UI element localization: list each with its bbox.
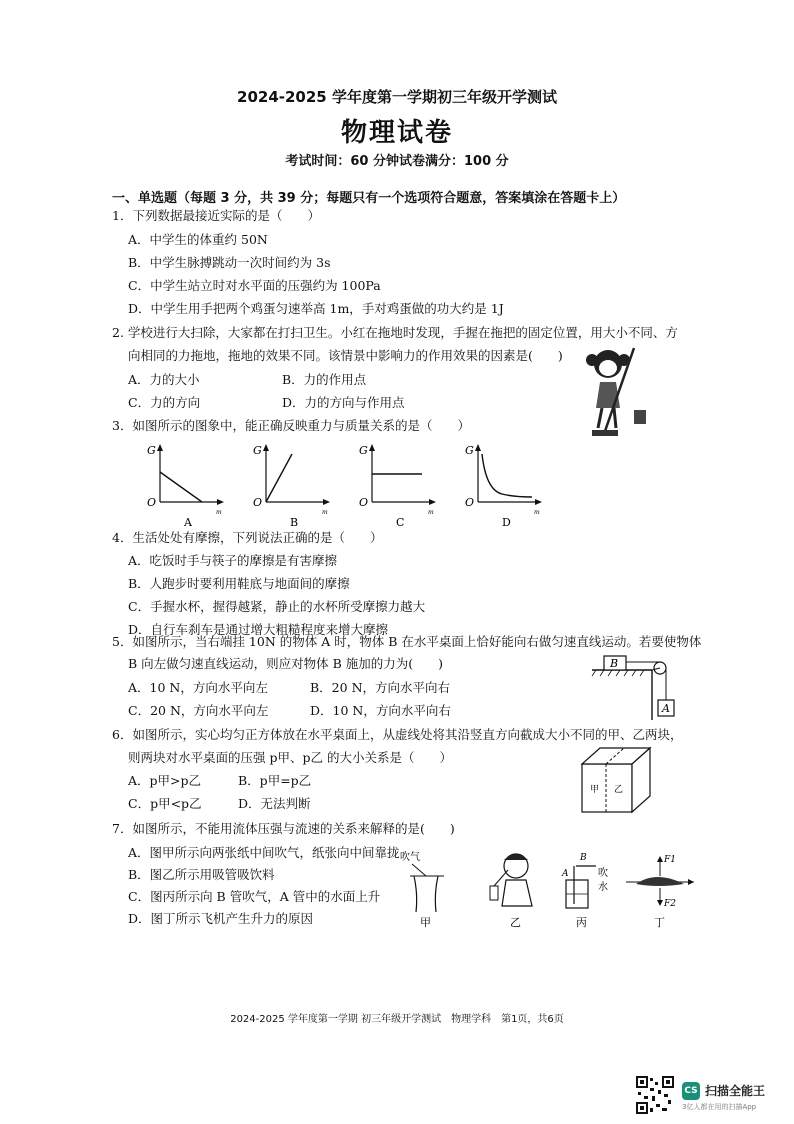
exam-title: 2024-2025 学年度第一学期初三年级开学测试 xyxy=(237,88,557,106)
q7-option-a: A．图甲所示向两张纸中间吹气，纸张向中间靠拢 xyxy=(128,845,400,860)
graph-label-a: A xyxy=(184,516,192,529)
axis-label-g: G xyxy=(147,444,156,457)
q2-option-a: A．力的大小 xyxy=(128,372,200,387)
q7-option-d: D．图丁所示飞机产生升力的原因 xyxy=(128,911,314,926)
origin-label: O xyxy=(465,496,475,509)
graph-label-c: C xyxy=(396,516,405,529)
tube-a-label: A xyxy=(562,869,569,879)
q2-option-c: C．力的方向 xyxy=(128,395,201,410)
q6-stem-line2: 则两块对水平桌面的压强 p甲、p乙 的大小关系是（ ） xyxy=(128,750,452,765)
section-heading: 一、单选题（每题 3 分，共 39 分；每题只有一个选项符合题意，答案填涂在答题卡上） xyxy=(112,191,626,206)
axis-label-g: G xyxy=(253,444,262,457)
q3-stem: 3．如图所示的图象中，能正确反映重力与质量关系的是（ ） xyxy=(112,418,470,433)
q7-stem: 7．如图所示，不能用流体压强与流速的关系来解释的是( ) xyxy=(112,821,455,836)
q3-graph-a xyxy=(140,440,230,530)
fig-label-ding: 丁 xyxy=(654,916,665,929)
q7-figures xyxy=(398,846,698,930)
q2-option-d: D．力的方向与作用点 xyxy=(282,395,405,410)
origin-label: O xyxy=(359,496,369,509)
axis-label-m: m xyxy=(216,509,222,516)
q3-graph-d xyxy=(458,440,548,530)
q6-option-d: D．无法判断 xyxy=(238,796,311,811)
block-a-label: A xyxy=(662,702,670,715)
q5-pulley-figure xyxy=(590,650,690,722)
tube-b-label: B xyxy=(580,853,587,863)
q1-option-a: A．中学生的体重约 50N xyxy=(128,232,268,247)
q3-graph-b xyxy=(246,440,336,530)
q2-stem-line1: 2. 学校进行大扫除，大家都在打扫卫生。小红在拖地时发现，手握在拖把的固定位置，用大小不同、方 xyxy=(112,325,678,340)
q5-option-d: D．10 N，方向水平向右 xyxy=(310,703,451,718)
axis-label-g: G xyxy=(465,444,474,457)
qr-code-icon xyxy=(636,1076,674,1114)
axis-label-m: m xyxy=(428,509,434,516)
fig-label-jia: 甲 xyxy=(420,916,431,929)
q3-graph-c xyxy=(352,440,442,530)
fig-jia-paper xyxy=(400,850,444,929)
fig-label-bing: 丙 xyxy=(576,916,587,929)
q5-stem-line1: 5．如图所示，当右端挂 10N 的物体 A 时，物体 B 在水平桌面上恰好能向右做匀速直线运动。若要使物体 xyxy=(112,634,702,649)
graph-label-b: B xyxy=(290,516,299,529)
q6-option-a: A．p甲>p乙 xyxy=(128,773,202,788)
fig-label-yi: 乙 xyxy=(510,916,521,929)
q5-option-a: A．10 N，方向水平向左 xyxy=(128,680,268,695)
q7-option-b: B．图乙所示用吸管吸饮料 xyxy=(128,867,275,882)
q6-option-c: C．p甲<p乙 xyxy=(128,796,202,811)
axis-label-m: m xyxy=(322,509,328,516)
q1-option-b: B．中学生脉搏跳动一次时间约为 3s xyxy=(128,255,331,270)
blow-label: 吹气 xyxy=(400,852,420,863)
q2-stem-line2: 向相同的力拖地，拖地的效果不同。该情景中影响力的作用效果的因素是( ) xyxy=(128,348,563,363)
camscanner-name: 扫描全能王 xyxy=(705,1084,766,1098)
q6-stem-line1: 6．如图所示，实心均匀正方体放在水平桌面上，从虚线处将其沿竖直方向截成大小不同的甲、乙两块， xyxy=(112,727,683,742)
force-f1-label: F1 xyxy=(664,855,676,865)
q5-stem-line2: B 向左做匀速直线运动，则应对物体 B 施加的力为( ) xyxy=(128,656,444,671)
q6-option-b: B．p甲=p乙 xyxy=(238,773,312,788)
water-label: 水 xyxy=(598,882,608,893)
q1-stem: 1．下列数据最接近实际的是（ ） xyxy=(112,208,320,223)
piece-yi-label: 乙 xyxy=(614,785,624,795)
q5-option-b: B．20 N，方向水平向右 xyxy=(310,680,451,695)
axis-label-g: G xyxy=(359,444,368,457)
q4-stem: 4．生活处处有摩擦，下列说法正确的是（ ） xyxy=(112,530,383,545)
block-b-label: B xyxy=(610,657,619,670)
q4-option-c: C．手握水杯，握得越紧，静止的水杯所受摩擦力越大 xyxy=(128,599,426,614)
q4-option-a: A．吃饭时手与筷子的摩擦是有害摩擦 xyxy=(128,553,338,568)
q1-option-d: D．中学生用手把两个鸡蛋匀速举高 1m，手对鸡蛋做的功大约是 1J xyxy=(128,301,504,316)
q5-option-c: C．20 N，方向水平向左 xyxy=(128,703,269,718)
page-footer: 2024-2025 学年度第一学期 初三年级开学测试 物理学科 第1页，共6页 xyxy=(230,1014,564,1025)
exam-info: 考试时间：60 分钟试卷满分：100 分 xyxy=(285,154,509,169)
graph-label-d: D xyxy=(502,516,511,529)
q4-option-d: D．自行车刹车是通过增大粗糙程度来增大摩擦 xyxy=(128,622,389,637)
q1-option-c: C．中学生站立时对水平面的压强约为 100Pa xyxy=(128,278,381,293)
q6-cube-figure xyxy=(576,744,670,816)
q7-option-c: C．图丙所示向 B 管吹气，A 管中的水面上升 xyxy=(128,889,381,904)
fig-ding-wing xyxy=(626,855,694,929)
force-f2-label: F2 xyxy=(664,899,676,909)
camscanner-tagline: 3亿人都在用的扫描App xyxy=(682,1103,757,1111)
mopping-girl-figure xyxy=(578,342,650,440)
subject-title: 物理试卷 xyxy=(340,118,453,148)
piece-jia-label: 甲 xyxy=(590,785,600,795)
q2-option-b: B．力的作用点 xyxy=(282,372,367,387)
origin-label: O xyxy=(253,496,263,509)
axis-label-m: m xyxy=(534,509,540,516)
fig-yi-straw xyxy=(490,854,532,929)
origin-label: O xyxy=(147,496,157,509)
blow-label-2: 吹 xyxy=(598,868,608,879)
camscanner-logo-icon: CS xyxy=(682,1082,700,1100)
fig-bing-tubes xyxy=(561,853,608,929)
q4-option-b: B．人跑步时要利用鞋底与地面间的摩擦 xyxy=(128,576,350,591)
